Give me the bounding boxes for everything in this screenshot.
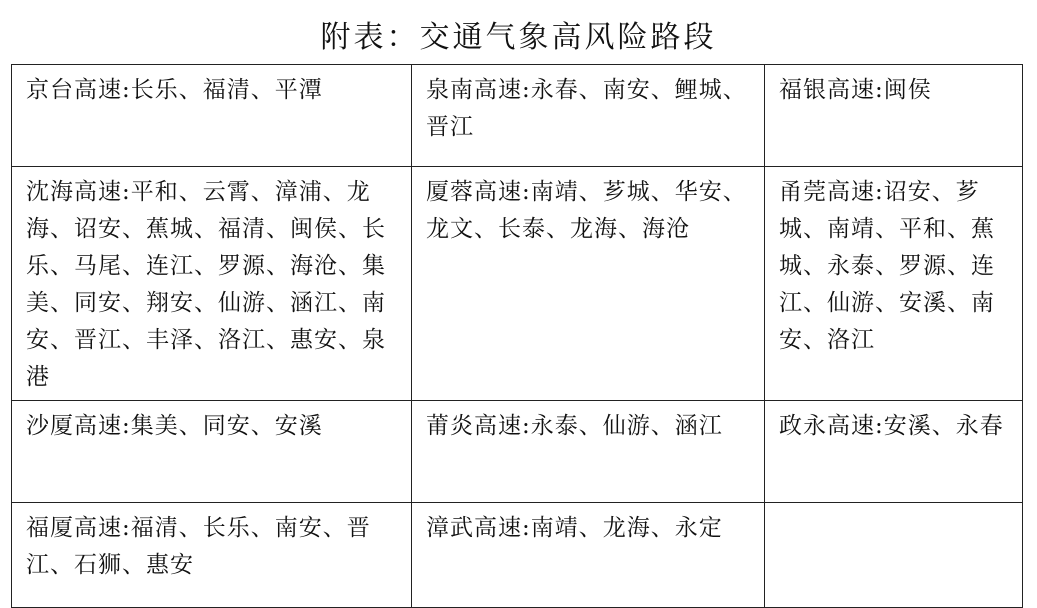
table-cell: 京台高速:长乐、福清、平潭 bbox=[12, 65, 412, 167]
table-cell: 福银高速:闽侯 bbox=[765, 65, 1023, 167]
table-row bbox=[12, 401, 1023, 503]
table-cell: 沈海高速:平和、云霄、漳浦、龙海、诏安、蕉城、福清、闽侯、长乐、马尾、连江、罗源、海沧、集美、同安、翔安、仙游、涵江、南安、晋江、丰泽、洛江、惠安、泉港 bbox=[12, 167, 412, 401]
table-cell: 莆炎高速:永泰、仙游、涵江 bbox=[412, 401, 765, 503]
table-row bbox=[12, 167, 1023, 401]
table-cell: 甬莞高速:诏安、芗城、南靖、平和、蕉城、永泰、罗源、连江、仙游、安溪、南安、洛江 bbox=[765, 167, 1023, 401]
table-cell: 泉南高速:永春、南安、鲤城、晋江 bbox=[412, 65, 765, 167]
table-cell: 福厦高速:福清、长乐、南安、晋江、石狮、惠安 bbox=[12, 503, 412, 608]
document-title: 附表：交通气象高风险路段 bbox=[320, 20, 717, 55]
table-cell: 沙厦高速:集美、同安、安溪 bbox=[12, 401, 412, 503]
table-cell: 厦蓉高速:南靖、芗城、华安、龙文、长泰、龙海、海沧 bbox=[412, 167, 765, 401]
table-cell: 漳武高速:南靖、龙海、永定 bbox=[412, 503, 765, 608]
table-row bbox=[12, 65, 1023, 167]
table-cell: 政永高速:安溪、永春 bbox=[765, 401, 1023, 503]
table-row bbox=[12, 503, 1023, 608]
high-risk-road-table bbox=[11, 64, 1023, 608]
empty-table-cell bbox=[765, 503, 1023, 608]
